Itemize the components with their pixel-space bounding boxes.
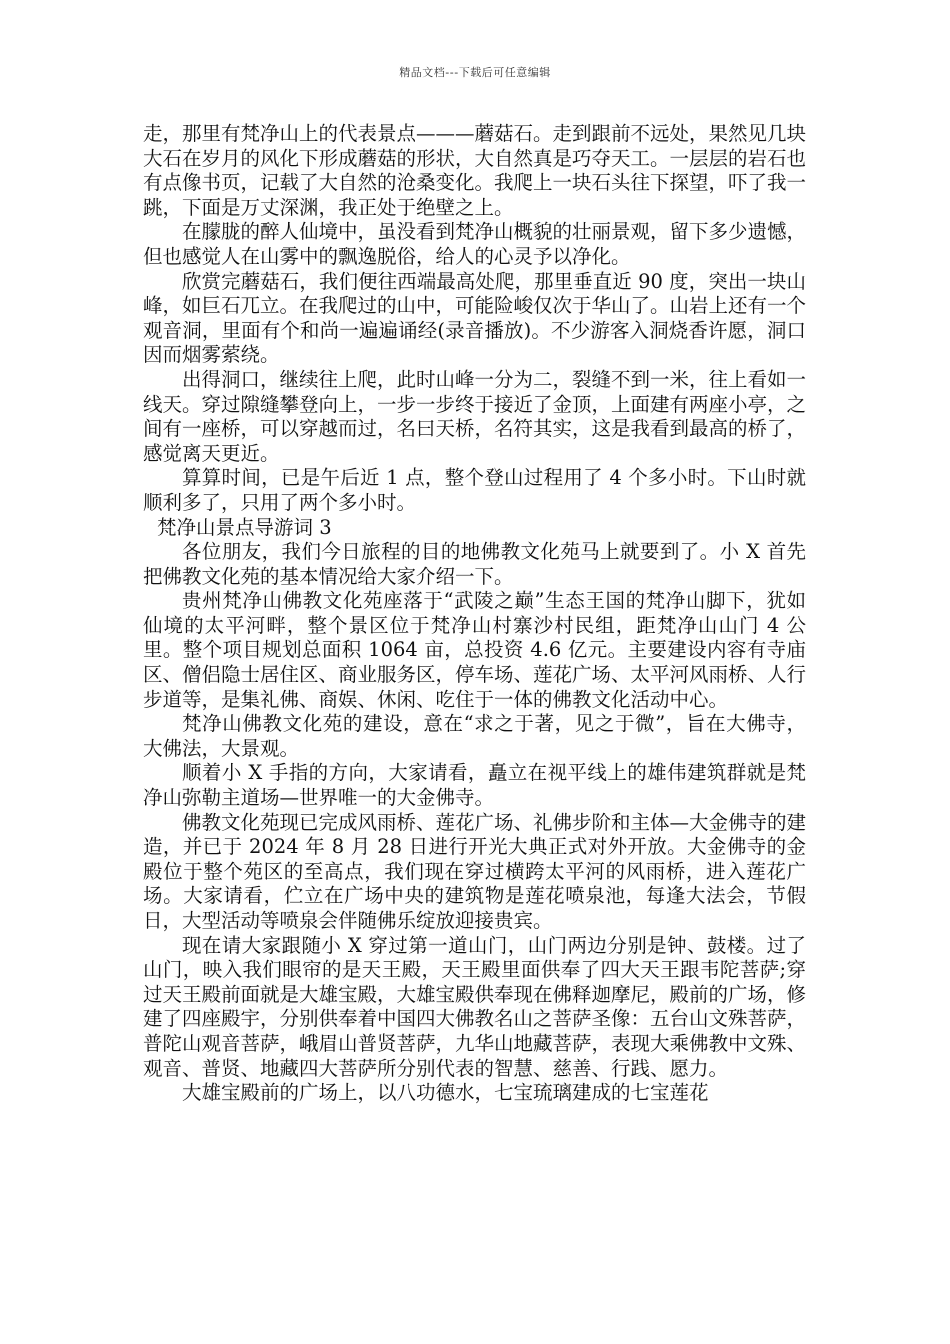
document-body xyxy=(143,122,806,1106)
paragraph-golden-summit: 出得洞口，继续往上爬，此时山峰一分为二，裂缝不到一米，往上看如一线天。穿过隙缝攀登向上，一步一步终于接近了金顶，上面建有两座小亭，之间有一座桥，可以穿越而过，名曰天桥，名符其实，这是我看到最高的桥了，感觉离天更近。 xyxy=(143,367,807,465)
paragraph-misty-wonderland: 在朦胧的醉人仙境中，虽没看到梵净山概貌的壮丽景观，留下多少遗憾，但也感觉人在山雾中的飘逸脱俗，给人的心灵予以净化。 xyxy=(143,220,807,268)
paragraph-mushroom-stone: 走，那里有梵净山上的代表景点———蘑菇石。走到跟前不远处，果然见几块大石在岁月的风化下形成蘑菇的形状，大自然真是巧夺天工。一层层的岩石也有点像书页，记载了大自然的沧桑变化。我爬上一块石头往下探望，吓了我一跳，下面是万丈深渊，我正处于绝壁之上。 xyxy=(143,122,807,219)
paragraph-seven-treasure-lotus: 大雄宝殿前的广场上，以八功德水，七宝琉璃建成的七宝莲花 xyxy=(182,1081,709,1105)
paragraph-golden-buddha-temple: 顺着小 X 手指的方向，大家请看，矗立在视平线上的雄伟建筑群就是梵净山弥勒主道场—世界唯一的大金佛寺。 xyxy=(143,761,806,810)
paragraph-descent: 算算时间，已是午后近 1 点，整个登山过程用了 4 个多小时。下山时就顺利多了，只用了两个多小时。 xyxy=(143,466,806,514)
paragraph-guanyin-cave: 欣赏完蘑菇石，我们便往西端最高处爬，那里垂直近 90 度，突出一块山峰，如巨石兀立。在我爬过的山中，可能险峻仅次于华山了。山岩上还有一个观音洞，里面有个和尚一遍遍诵经(录音播放)。不少游客入洞烧香许愿，洞口因而烟雾萦绕。 xyxy=(143,269,807,367)
paragraph-mountain-gate: 现在请大家跟随小 X 穿过第一道山门，山门两边分别是钟、鼓楼。过了山门，映入我们眼帘的是天王殿，天王殿里面供奉了四大天王跟韦陀菩萨;穿过天王殿前面就是大雄宝殿，大雄宝殿供奉现在佛释迦摩尼，殿前的广场，修建了四座殿宇，分别供奉着中国四大佛教名山之菩萨圣像：五台山文殊菩萨，普陀山观音菩萨，峨眉山普贤菩萨，九华山地藏菩萨，表现大乘佛教中文殊、观音、普贤、地藏四大菩萨所分别代表的智慧、慈善、行践、愿力。 xyxy=(143,933,807,1080)
paragraph-purpose: 梵净山佛教文化苑的建设，意在“求之于著，见之于微”，旨在大佛寺，大佛法，大景观。 xyxy=(143,712,806,760)
paragraph-intro: 各位朋友，我们今日旅程的目的地佛教文化苑马上就要到了。小 X 首先把佛教文化苑的基本情况给大家介绍一下。 xyxy=(143,540,806,588)
section-heading: 梵净山景点导游词 3 xyxy=(157,515,332,539)
paragraph-completion: 佛教文化苑现已完成风雨桥、莲花广场、礼佛步阶和主体—大金佛寺的建造，并已于 2024 年 8 月 28 日进行开光大典正式对外开放。大金佛寺的金殿位于整个苑区的至高点，我们现在穿过横跨太平河的风雨桥，进入莲花广场。大家请看，伫立在广场中央的建筑物是莲花喷泉池，每逢大法会，节假日，大型活动等喷泉会伴随佛乐绽放迎接贵宾。 xyxy=(143,810,807,932)
paragraph-location: 贵州梵净山佛教文化苑座落于“武陵之巅”生态王国的梵净山脚下，犹如仙境的太平河畔，整个景区位于梵净山村寨沙村民组，距梵净山山门 4 公里。整个项目规划总面积 1064 亩，总投资 4.6 亿元。主要建设内容有寺庙区、僧侣隐士居住区、商业服务区，停车场、莲花广场、太平河风雨桥、人行步道等，是集礼佛、商娱、休闲、吃住于一体的佛教文化活动中心。 xyxy=(143,589,807,711)
page-header: 精品文档---下载后可任意编辑 xyxy=(399,66,551,79)
